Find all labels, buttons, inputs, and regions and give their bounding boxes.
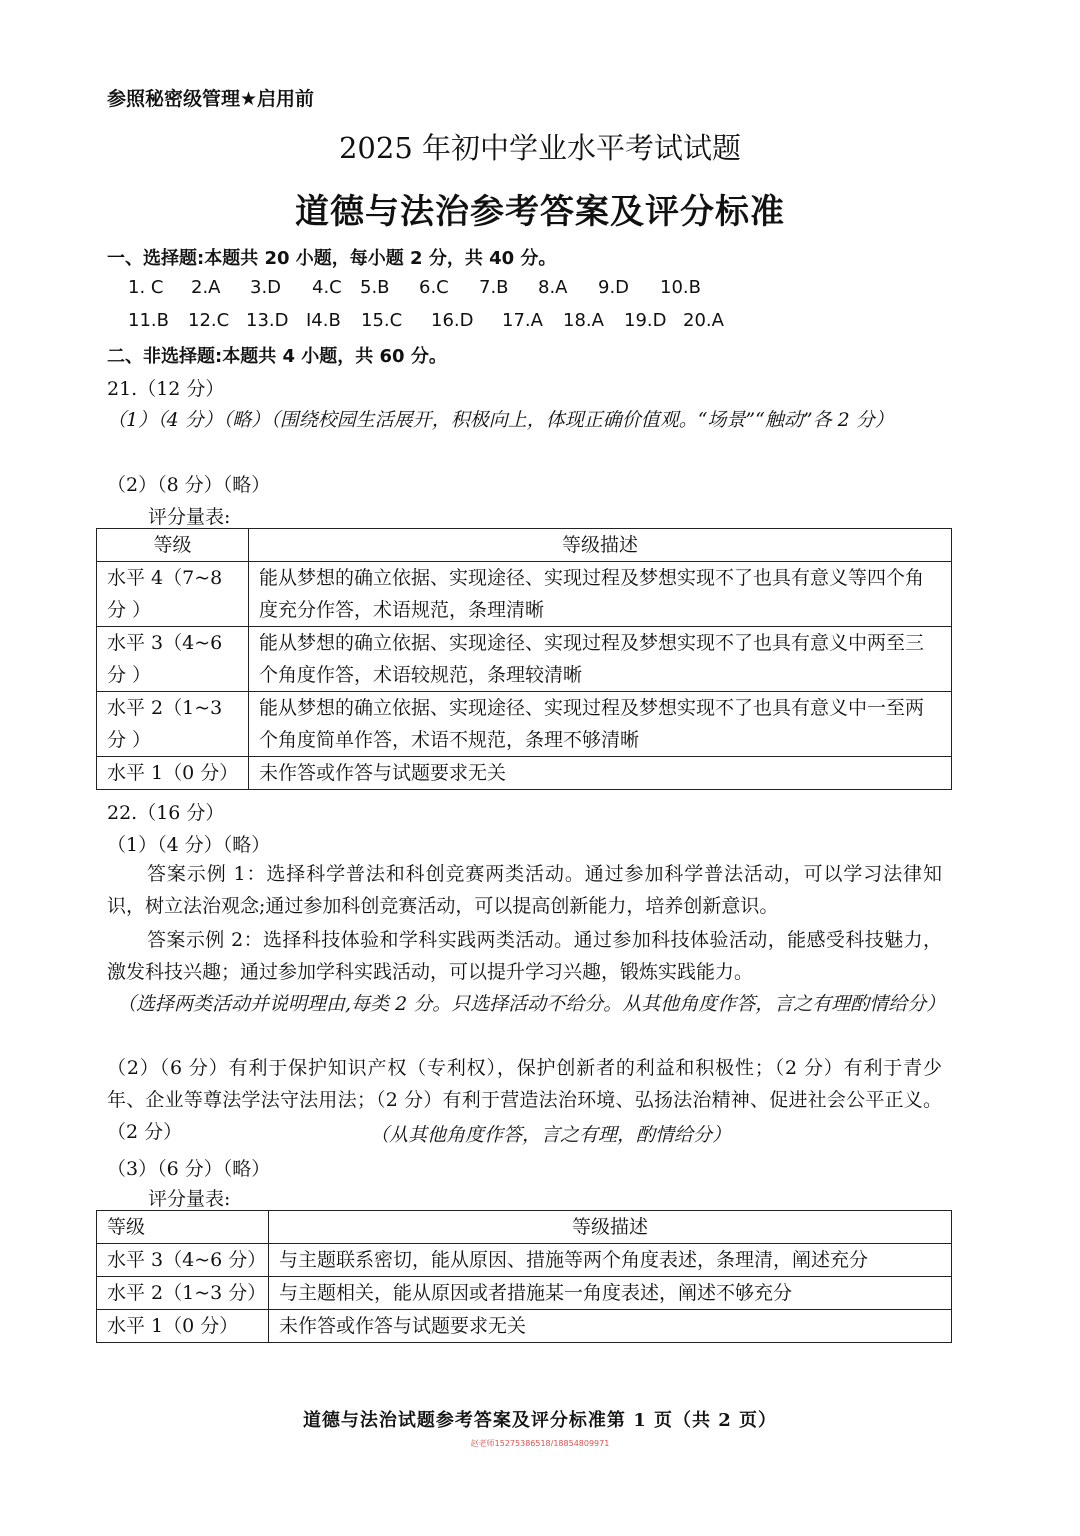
q22-example1: 答案示例 1：选择科学普法和科创竞赛两类活动。通过参加科学普法活动，可以学习法律知识，树立法治观念;通过参加科创竞赛活动，可以提高创新能力，培养创新意识。	[107, 863, 942, 917]
answer-item: 2.A	[191, 277, 221, 298]
answers-row-2	[0, 310, 1080, 336]
page-footer: 道德与法治试题参考答案及评分标准第 1 页（共 2 页）	[302, 1410, 778, 1431]
level-cell: 水平 2（1~3 分 ）	[97, 692, 249, 757]
table-header-row	[97, 529, 952, 562]
answer-item: 6.C	[419, 277, 449, 298]
desc-cell: 能从梦想的确立依据、实现途径、实现过程及梦想实现不了也具有意义等四个角度充分作答，术语规范，条理清晰	[249, 562, 952, 627]
answer-item: 11.B	[128, 310, 169, 331]
answer-item: 19.D	[624, 310, 667, 331]
q21-title: 21.（12 分）	[107, 378, 225, 400]
answer-item: 18.A	[563, 310, 604, 331]
desc-cell: 与主题联系密切，能从原因、措施等两个角度表述，条理清，阐述充分	[269, 1244, 952, 1277]
table-row	[97, 1310, 952, 1343]
q22-sub2-note: （从其他角度作答，言之有理，酌情给分）	[370, 1124, 732, 1146]
table-header-desc: 等级描述	[249, 529, 952, 562]
table-header-desc: 等级描述	[269, 1211, 952, 1244]
q22-sub2: （2）（6 分）有利于保护知识产权（专利权），保护创新者的利益和积极性；（2 分）有利于青少年、企业等尊法学法守法用法；（2 分）有利于营造法治环境、弘扬法治精神、促进社会公平正义。（2 分）	[107, 1057, 942, 1143]
table-row	[97, 1277, 952, 1310]
desc-cell: 能从梦想的确立依据、实现途径、实现过程及梦想实现不了也具有意义中两至三个角度作答，术语较规范，条理较清晰	[249, 627, 952, 692]
contact-line: 赵老师15275386518/18854809971	[470, 1439, 610, 1448]
answer-item: 9.D	[598, 277, 630, 298]
level-cell: 水平 1（0 分）	[97, 1310, 269, 1343]
desc-cell: 未作答或作答与试题要求无关	[249, 757, 952, 790]
table-row	[97, 757, 952, 790]
level-cell: 水平 4（7~8 分 ）	[97, 562, 249, 627]
q22-example2: 答案示例 2：选择科技体验和学科实践两类活动。通过参加科技体验活动，能感受科技魅力，激发科技兴趣；通过参加学科实践活动，可以提升学习兴趣，锻炼实践能力。	[107, 929, 942, 983]
desc-cell: 与主题相关，能从原因或者措施某一角度表述，阐述不够充分	[269, 1277, 952, 1310]
desc-cell: 能从梦想的确立依据、实现途径、实现过程及梦想实现不了也具有意义中一至两个角度简单作答，术语不规范，条理不够清晰	[249, 692, 952, 757]
q21-score-table	[96, 528, 952, 790]
q22-scale-label: 评分量表:	[148, 1188, 231, 1210]
q21-sub2: （2）（8 分）（略）	[107, 474, 271, 496]
answer-item: 1. C	[128, 277, 164, 298]
level-cell: 水平 2（1~3 分）	[97, 1277, 269, 1310]
answers-row-1	[0, 277, 1080, 303]
answer-item: 20.A	[683, 310, 724, 331]
table-header-level: 等级	[97, 529, 249, 562]
answer-item: 10.B	[660, 277, 701, 298]
table-row	[97, 1244, 952, 1277]
exam-title: 2025 年初中学业水平考试试题	[338, 131, 742, 165]
answer-item: 16.D	[431, 310, 474, 331]
answer-item: I4.B	[306, 310, 341, 331]
answer-item: 4.C	[312, 277, 342, 298]
document-title: 道德与法治参考答案及评分标准	[295, 192, 785, 232]
q22-sub3: （3）（6 分）（略）	[107, 1158, 271, 1180]
table-row	[97, 627, 952, 692]
table-row	[97, 562, 952, 627]
answer-item: 5.B	[360, 277, 390, 298]
answer-item: 15.C	[361, 310, 403, 331]
q21-scale-label: 评分量表:	[148, 506, 231, 528]
answer-item: 3.D	[250, 277, 282, 298]
q22-title: 22.（16 分）	[107, 802, 225, 824]
level-cell: 水平 3（4~6 分 ）	[97, 627, 249, 692]
level-cell: 水平 1（0 分）	[97, 757, 249, 790]
q22-note1: （选择两类活动并说明理由,每类 2 分。只选择活动不给分。从其他角度作答，言之有理酌情给分）	[117, 993, 946, 1015]
part2-heading: 二、非选择题:本题共 4 小题，共 60 分。	[107, 346, 447, 367]
answer-item: 13.D	[246, 310, 289, 331]
table-row	[97, 692, 952, 757]
q22-sub1: （1）（4 分）（略）	[107, 834, 271, 856]
q21-sub1: （1）（4 分）（略）（围绕校园生活展开，积极向上，体现正确价值观。“场景”“触动”各 2 分）	[107, 409, 894, 431]
table-header-level: 等级	[97, 1211, 269, 1244]
part1-heading: 一、选择题:本题共 20 小题，每小题 2 分，共 40 分。	[107, 248, 557, 269]
secrecy-label: 参照秘密级管理★启用前	[107, 88, 315, 110]
q22-score-table	[96, 1210, 952, 1343]
desc-cell: 未作答或作答与试题要求无关	[269, 1310, 952, 1343]
answer-item: 12.C	[188, 310, 230, 331]
level-cell: 水平 3（4~6 分）	[97, 1244, 269, 1277]
answer-item: 8.A	[538, 277, 568, 298]
answer-item: 17.A	[502, 310, 543, 331]
answer-item: 7.B	[479, 277, 509, 298]
table-header-row	[97, 1211, 952, 1244]
